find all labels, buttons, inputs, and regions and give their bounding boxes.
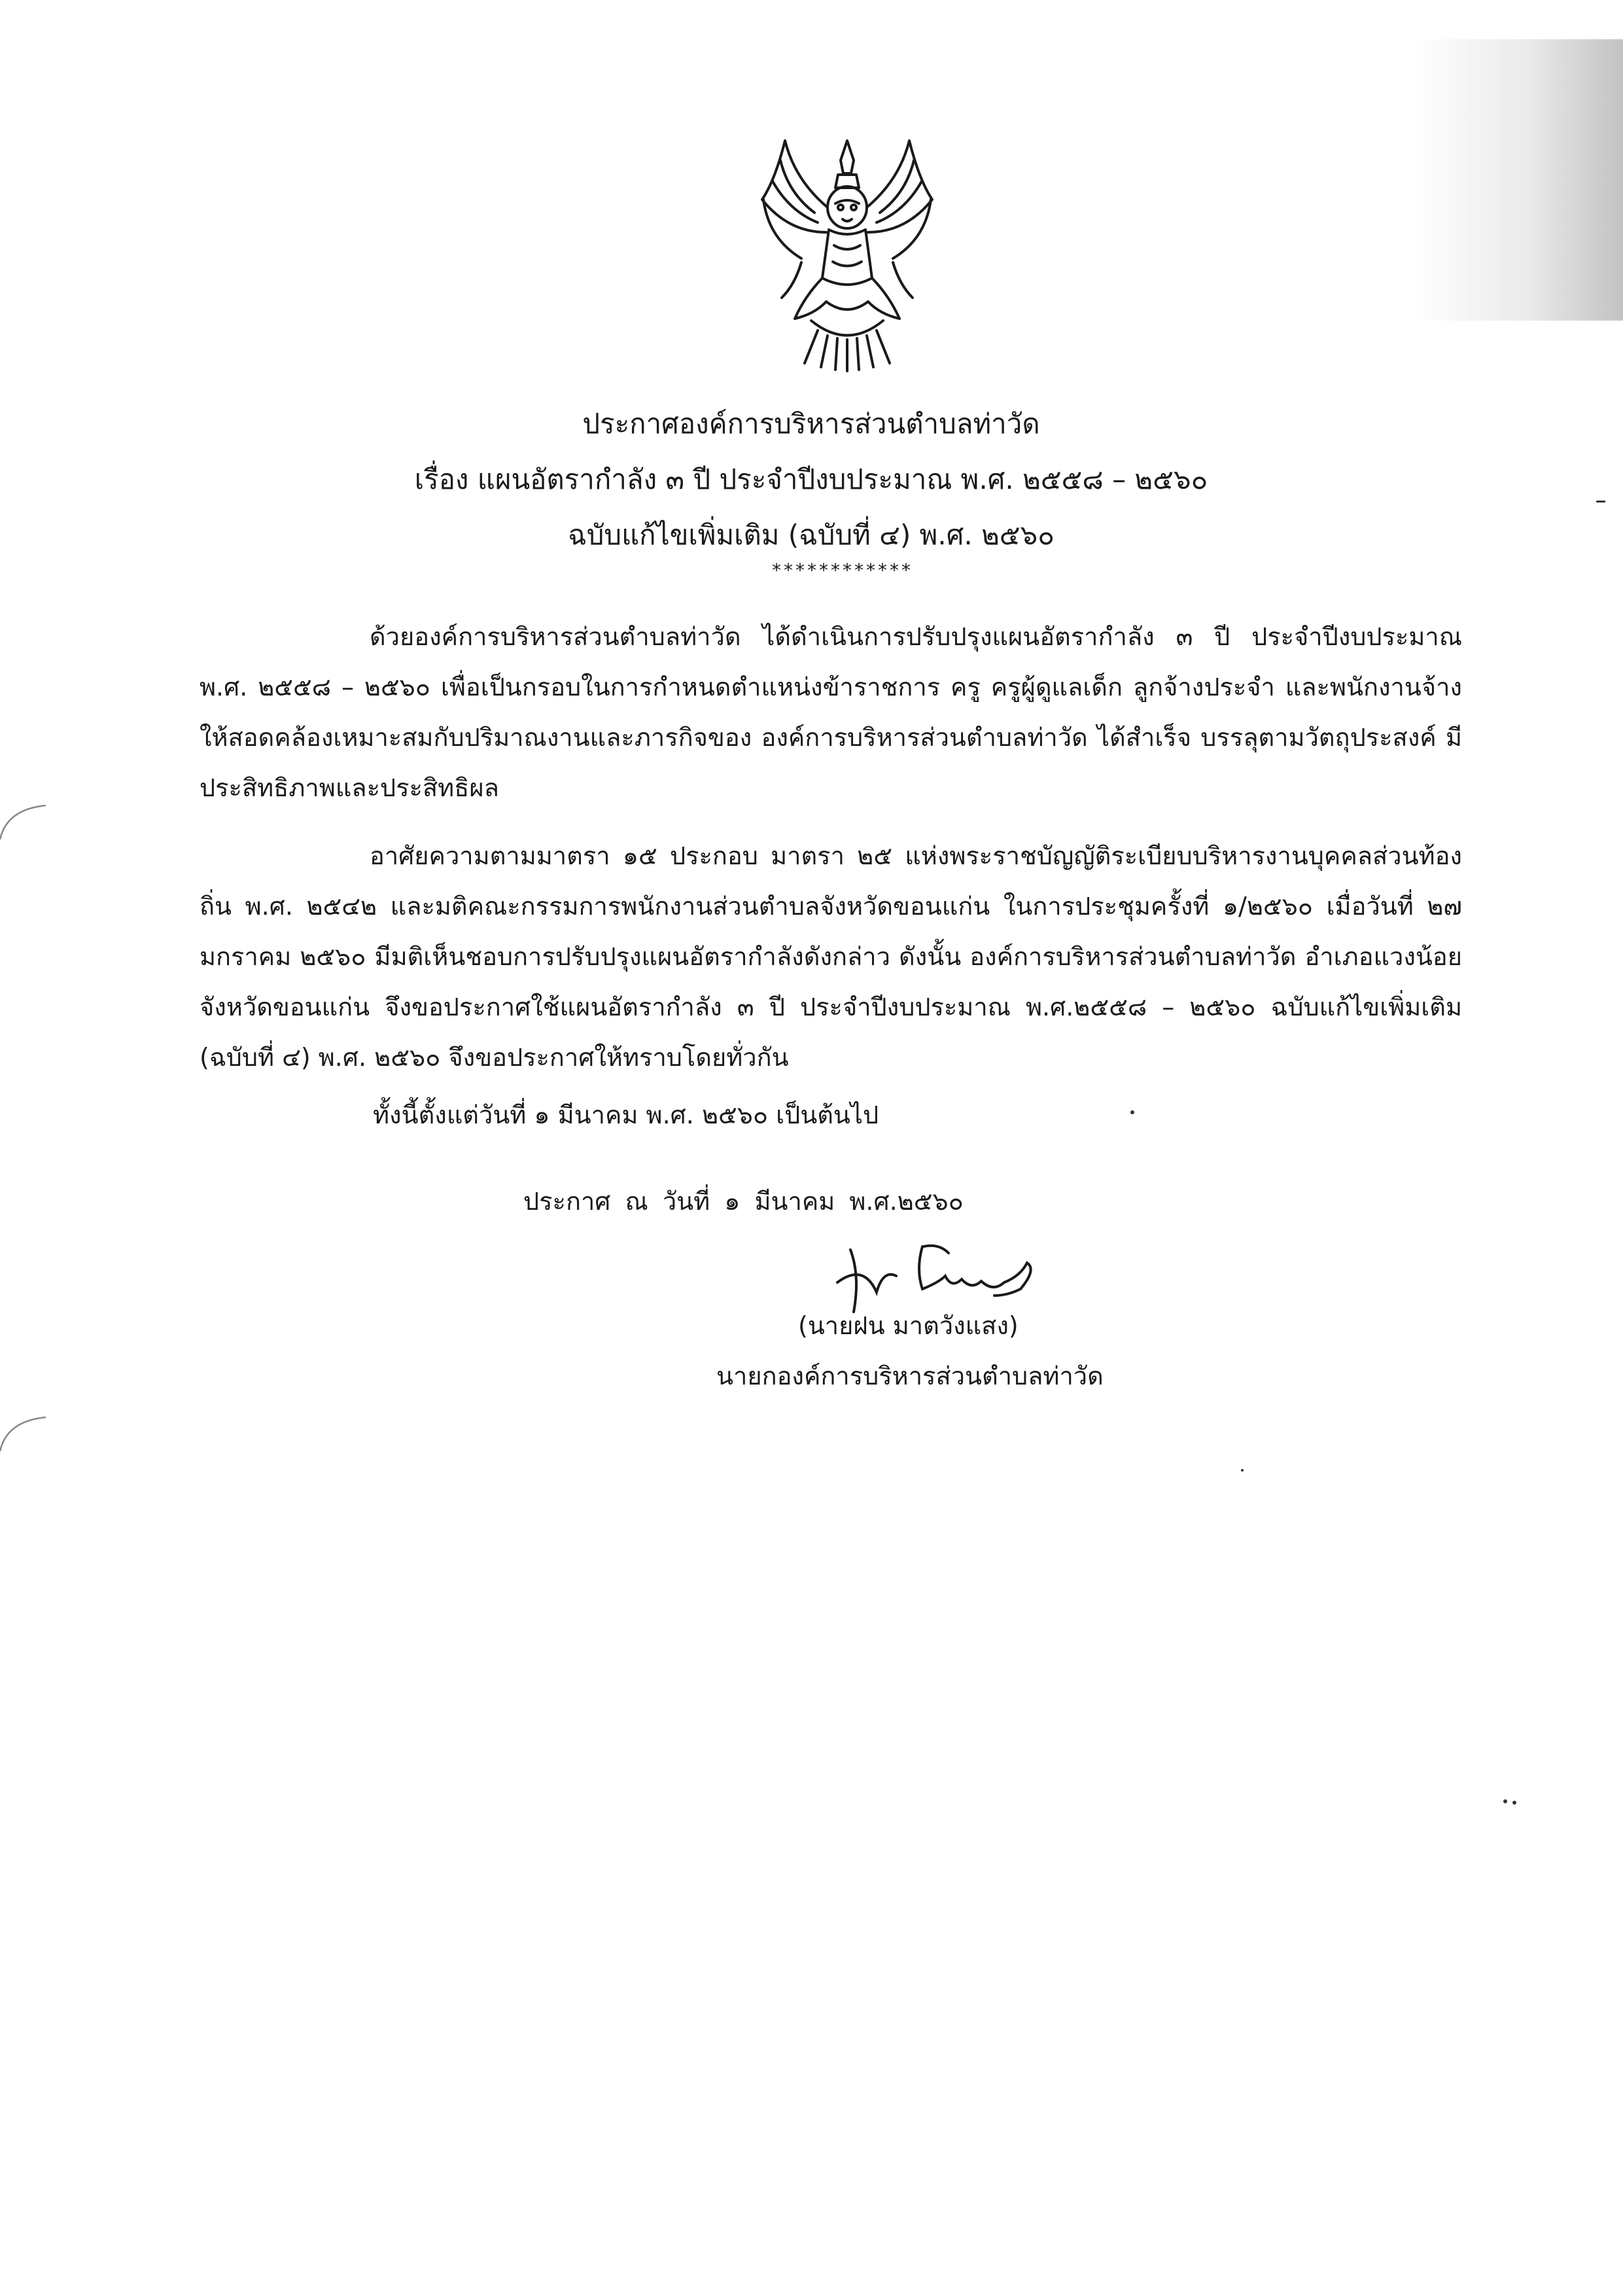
scan-speck [1130,1110,1134,1114]
scan-speck [1503,1799,1507,1803]
punch-hole-mark [0,1413,59,1459]
body-paragraph-1 [200,612,1462,813]
punch-hole-mark [0,802,59,847]
garuda-emblem-icon [749,134,945,376]
announcement-subject: เรื่อง แผนอัตรากำลัง ๓ ปี ประจำปีงบประมาณ พ.ศ. ๒๕๕๘ – ๒๕๖๐ [414,463,1208,495]
signer-name: (นายฝน มาตวังแสง) [798,1311,1019,1340]
scan-speck [1512,1801,1516,1805]
scan-speck [1241,1469,1244,1472]
announcement-title: ประกาศองค์การบริหารส่วนตำบลท่าวัด [582,408,1040,440]
scan-speck [1596,501,1605,503]
body-paragraph-2 [200,831,1462,1083]
paragraph-text: อาศัยความตามมาตรา ๑๕ ประกอบ มาตรา ๒๕ แห่งพระราชบัญญัติระเบียบบริหารงานบุคคลส่วนท้องถิ่น พ.ศ. ๒๕๔๒ และมติคณะกรรมการพนักงานส่วนตำบลจังหวัดขอนแก่น ในการประชุมครั้งที่ ๑/๒๕๖๐ เมื่อวันที่ ๒๗ มกราคม ๒๕๖๐ มีมติเห็นชอบการปรับปรุงแผนอัตรากำลังดังกล่าว ดังนั้น องค์การบริหารส่วนตำบลท่าวัด อำเภอแวงน้อย จังหวัดขอนแก่น จึงขอประกาศใช้แผนอัตรากำลัง ๓ ปี ประจำปีงบประมาณ พ.ศ.๒๕๕๘ – ๒๕๖๐ ฉบับแก้ไขเพิ่มเติม (ฉบับที่ ๔) พ.ศ. ๒๕๖๐ จึงขอประกาศให้ทราบโดยทั่วกัน [200,841,1462,1072]
announcement-edition: ฉบับแก้ไขเพิ่มเติม (ฉบับที่ ๔) พ.ศ. ๒๕๖๐ [568,519,1055,551]
header-separator: ************ [772,559,913,581]
announcement-date-line: ประกาศ ณ วันที่ ๑ มีนาคม พ.ศ.๒๕๖๐ [523,1187,964,1216]
scan-shadow [1414,39,1623,321]
effective-date-line: ทั้งนี้ตั้งแต่วันที่ ๑ มีนาคม พ.ศ. ๒๕๖๐ เป็นต้นไป [373,1101,879,1129]
signer-title: นายกองค์การบริหารส่วนตำบลท่าวัด [716,1362,1104,1390]
paragraph-text: ด้วยองค์การบริหารส่วนตำบลท่าวัด ได้ดำเนินการปรับปรุงแผนอัตรากำลัง ๓ ปี ประจำปีงบประมาณ พ.ศ. ๒๕๕๘ – ๒๕๖๐ เพื่อเป็นกรอบในการกำหนดตำแหน่งข้าราชการ ครู ครูผู้ดูแลเด็ก ลูกจ้างประจำ และพนักงานจ้าง ให้สอดคล้องเหมาะสมกับปริมาณงานและภารกิจของ องค์การบริหารส่วนตำบลท่าวัด ได้สำเร็จ บรรลุตามวัตถุประสงค์ มีประสิทธิภาพและประสิทธิผล [200,622,1462,802]
